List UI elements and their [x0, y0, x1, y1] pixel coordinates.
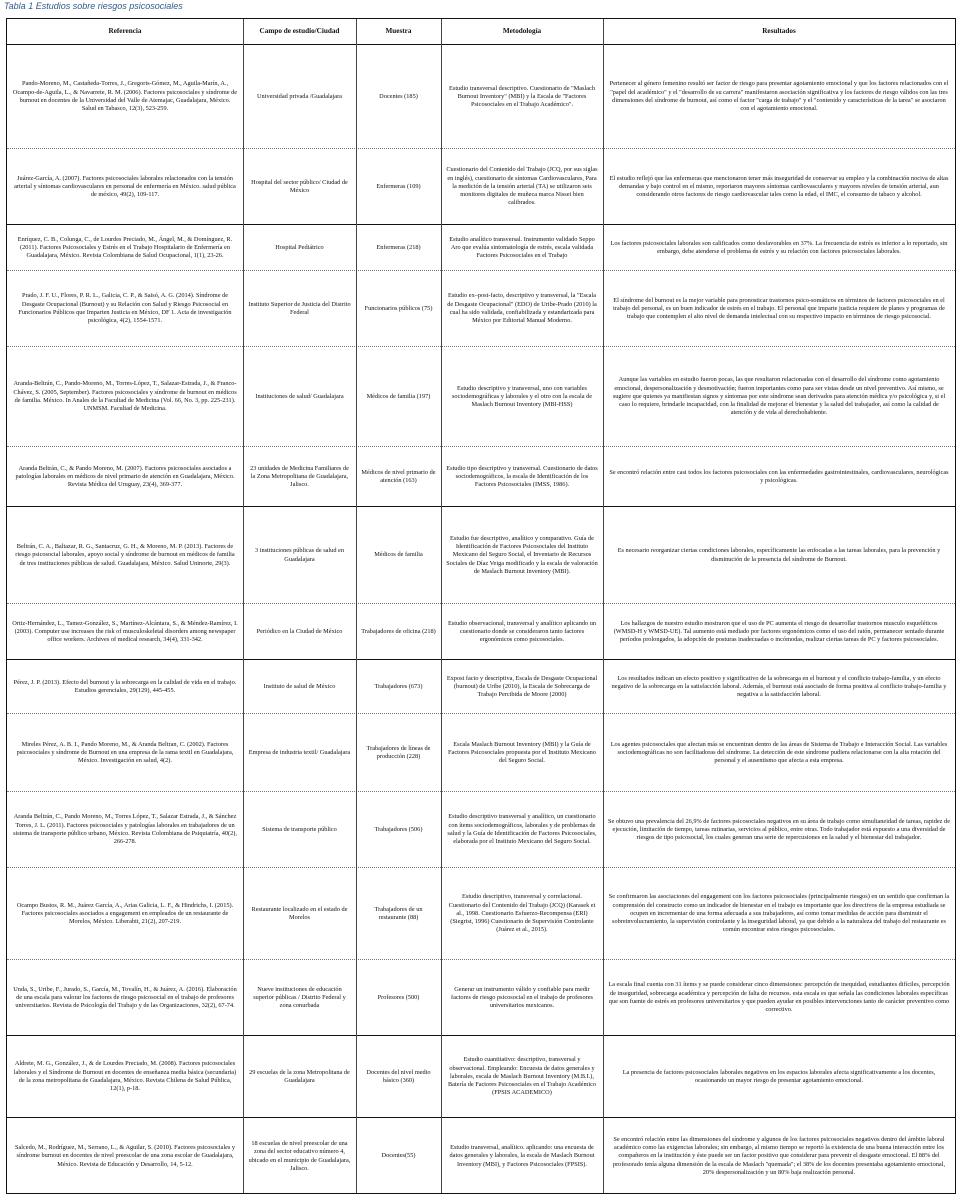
studies-table	[6, 18, 956, 1194]
cell-muestra: Funcionarios públicos (75)	[364, 304, 433, 312]
cell-resultados: La escala final cuenta con 31 ítems y se puede considerar cinco dimensiones: percepción de inequidad, estudiantes difíciles, percepción de inseguridad, sobrecarga académica y percepción de falta de recursos. esta escala es que señala las condiciones laborales específicas que son fuente de estrés en profesores universitarios y que pueden ayudar en posibles intervenciones tanto de carácter preventivo como correctivo.	[608, 981, 950, 1014]
cell-resultados: Aunque las variables en estudio fueron pocas, las que resultaron relacionadas con el desarrollo del síndrome como agotamiento emocional, despersonalización y desmotivación; fueron importantes como para ser vistas desde un nivel preventivo. Así mismo, se sugiere que quienes ya manifiestan signos y síntomas por este síndrome sean derivados para atención médica y/o psicológica y, si el caso lo requiere, brindarle incapacidad, con la finalidad de mejorar el bienestar y la salud del trabajador, así como la calidad de atención y de vida al derechohabiente.	[612, 376, 946, 417]
cell-referencia: Pando-Moreno, M., Castañeda-Torres, J., Gregoris-Gómez, M., Aguila-Marín, A., Ocampo-de-Aguila, L., & Navarrete, R. M. (2006). Factores psicosociales y síndrome de burnout en docentes de la Universidad del Valle de Atemajac, Guadalajara, México. Salud en Tabasco, 12(3), 523-259.	[12, 80, 238, 113]
cell-metodologia: Estudio transversal descriptivo. Cuestionario de "Maslach Burnout Inventory" (MBI) y la Escala de "Factores Psicosociales en el Trabajo Académico".	[449, 84, 595, 109]
cell-campo: Periódico en la Ciudad de México	[256, 627, 343, 635]
cell-referencia: Juárez-García, A. (2007). Factores psicosociales laborales relacionados con la tensión arterial y síntomas cardiovasculares en personal de enfermería en México. salud pública de méxico, 49(2), 109-117.	[14, 174, 236, 199]
cell-muestra: Médicos de familia (197)	[366, 392, 431, 400]
cell-referencia: Ocampo Bustos, R. M., Juárez García, A., Arias Galicia, L. F., & Hindrichs, I. (2015). Factores psicosociales asociados a engagement en empleados de un restaurante de Morelos, México. Liberabit, 21(2), 207-219.	[16, 901, 234, 926]
cell-muestra: Trabajadores de líneas de producción (228)	[366, 744, 431, 760]
cell-referencia: Unda, S., Uribe, F., Jurado, S., García, M., Tovalín, H., & Juárez, A. (2016). Elaboración de una escala para valorar los factores de riesgo psicosocial en el trabajo de profesores universitarios. Revista de Psicología del Trabajo y de las Organizaciones, 32(2), 67-74.	[13, 985, 237, 1010]
cell-muestra: Médicos de familia	[374, 551, 423, 559]
cell-referencia: Enríquez, C. B., Colunga, C., de Lourdes Preciado, M., Ángel, M., & Domínguez, R. (2011). Factores Psicosociales y Estrés en el Trabajo Hospitalario de Enfermería en Guadalajara, México. Revista Colombiana de Salud Ocupacional, 1(1), 23-26.	[17, 235, 233, 260]
header-referencia: Referencia	[108, 26, 142, 35]
cell-metodologia: Estudio transversal, analítico. aplicando: una encuesta de datos generales y laborales, la escala de Maslach Burnout Inventory (MBI), y Factores Psicosociales (FPSIS).	[449, 1144, 595, 1168]
table-row	[7, 959, 955, 1036]
table-caption: Tabla 1 Estudios sobre riesgos psicosociales	[4, 1, 183, 11]
cell-metodologia: Cuestionario del Contenido del Trabajo (JCQ, por sus siglas en inglés), cuestionario de síntomas Cardiovasculares, Para la medición de la tensión arterial (TA) se utilizaron seis monitores digitales de muñeca marca Nissei bien calibrados.	[446, 166, 598, 207]
cell-metodologia: Estudio descriptivo transversal y analítico, un cuestionario con ítems sociodemográficos, laborales y de problemas de salud y la Guía de Identificación de Factores Psicosociales, elaborada por el Instituto Mexicano del Seguro Social.	[447, 813, 597, 846]
cell-metodologia: Estudio fue descriptivo, analítico y comparativo. Guía de Identificación de Factores Psicosociales del Instituto Mexicano del Seguro Social, el Inventario de Recursos Sociales de Díaz Veiga modificado y la escala de valoración de Maslach Burnout Inventory (MBI).	[446, 534, 598, 575]
cell-muestra: Trabajadores (673)	[374, 682, 423, 690]
column-divider	[441, 19, 442, 1193]
cell-muestra: Médicos de nivel primario de atención (163)	[361, 468, 436, 484]
cell-metodologia: Escala Maslach Burnout Inventory (MBI) y la Guía de Factores Psicosociales propuesta por el Instituto Mexicano del Seguro Social.	[448, 740, 596, 765]
cell-resultados: Es necesario reorganizar ciertas condiciones laborales, específicamente las enfocadas a las tareas laborales, para la prevención y disminución de la presencia del síndrome de Burnout.	[617, 547, 941, 563]
table-row	[7, 224, 955, 271]
cell-campo: Sistema de transporte público	[262, 825, 337, 833]
cell-muestra: Profesores (500)	[377, 993, 420, 1001]
cell-campo: Instituciones de salud/ Guadalajara	[255, 392, 344, 400]
cell-metodologia: Estudio descriptivo y transversal, uno con variables sociodemográficas y laborales y el otro con la escala de Maslach Burnout Inventory (MBI-HSS)	[451, 384, 593, 409]
table-header	[7, 19, 955, 45]
cell-muestra: Enfermeras (218)	[376, 243, 421, 251]
cell-muestra: Docentes(55)	[381, 1152, 416, 1160]
cell-referencia: Pérez, J. P. (2013). Efecto del burnout y la sobrecarga en la calidad de vida en el trabajo. Estudios gerenciales, 29(129), 445-455.	[13, 678, 237, 694]
cell-resultados: Se encontró relación entre casi todos los factores psicosociales con las enfermedades gastrointestinales, cardiovasculares, neurológicas y psicológicas.	[609, 468, 949, 484]
cell-resultados: Se encontró relación entre las dimensiones del síndrome y algunos de los factores psicosociales negativos dentro del ámbito laboral académico como las exigencias laborales; sin embargo, al mismo tiempo se reportó la existencia de una buena interacción entre los compañeros en la institución y éste puede ser un factor positivo que considerar para prevenir el desgaste emocional. El 88% del profesorado tenía alguna dimensión de la escala de Maslach "quemada"; el 38% de los docentes presentaba agotamiento emocional, 20% despersonalización y un 80% baja realización personal.	[612, 1135, 946, 1176]
table-row	[7, 603, 955, 660]
cell-campo: Hospital del sector público/ Ciudad de México	[251, 178, 348, 194]
cell-resultados: Los agentes psicosociales que afectan más se encuentran dentro de las áreas de Sistema de Trabajo e Interacción Social. Las variables sociodemográficas no son facilitadoras del síndrome. La detección de este síndrome pudiera relacionarse con la alta rotación del personal y el ausentismo que afecta a esta empresa.	[610, 740, 948, 765]
header-metodologia: Metodología	[502, 26, 542, 35]
table-row	[7, 506, 955, 604]
cell-referencia: Salcedo, M., Rodríguez, M., Serrano, L., & Aguilar, S. (2010). Factores psicosociales y síndrome burnout en docentes de nivel preescolar de una zona escolar de Guadalajara, México. Revista de Educación y Desarrollo, 14, 5-12.	[14, 1144, 236, 1168]
cell-campo: Hospital Pediátrico	[275, 243, 324, 251]
column-divider	[356, 19, 357, 1193]
cell-resultados: Los factores psicosociales laborales son calificados como desfavorables en 37%. La frecuencia de estrés es inferior a lo reportado, sin embargo, debe atenderse el problema de estrés y su relación con factores psicosociales laborales.	[610, 239, 948, 255]
cell-resultados: Pertenecer al género femenino resultó ser factor de riesgo para presentar agotamiento emocional y que los factores relacionados con el "papel del académico" y el "desarrollo de su carrera" manifestaron asociación significativa y los factores de riesgo válidos con las tres dimensiones del síndrome de burnout, así como el factor "carga de trabajo" y el "contenido y características de la tarea" se asociaron con el agotamiento emocional.	[609, 80, 949, 113]
cell-campo: 3 instituciones públicas de salud en Guadalajara	[254, 547, 344, 563]
table-row	[7, 1117, 955, 1195]
cell-metodologia: Generar un instrumento válido y confiable para medir factores de riesgo psicosocial en el trabajo de profesores universitarios mexicanos.	[451, 985, 593, 1010]
cell-resultados: Se confirmaron las asociaciones del engagement con los factores psicosociales (principalmente riesgos) en un sentido que confirman la comprensión del constructo como un indicador de bienestar en el trabajo es importante que los directivos de la empresa estudiada se ocupen en incrementar de una forma adecuada a sus trabajadores, así como tomar medidas de acción para disminuir el sobreinvolucramiento, la supervisión controlante y la inseguridad laboral, ya que debido a la naturaleza del trabajo del restaurante es común encontrar estos riesgos psicosociales.	[608, 893, 950, 934]
cell-referencia: Mireles Pérez, A. B. I., Pando Moreno, M., & Aranda Beltran, C. (2002). Factores psicosociales y síndrome de Burnout en una empresa de la rama textil en Guadalajara, México. Investigación en salud, 4(2).	[16, 740, 234, 765]
cell-referencia: Aranda Beltrán, C., Pando Moreno, M., Torres López, T., Salazar Estrada, J., & Sánchez Torres, J. L. (2011). Factores psicosociales y patologías laborales en trabajadores de un sistema de transporte público urbano, México. Revista Colombiana de Psiquiatría, 40(2), 266-278.	[13, 813, 237, 846]
table-row	[7, 1035, 955, 1118]
cell-campo: Instituto Superior de Justicia del Distrito Federal	[248, 300, 351, 316]
cell-referencia: Prado, J. F. U., Flores, P. R. L., Galicia, C. P., & Saisó, A. G. (2014). Síndrome de Desgaste Ocupacional (Burnout) y su Relación con Salud y Riesgo Psicosocial en Funcionarios Públicos que Imparten Justicia en México, DF 1. Acta de investigación psicológica, 4(2), 1554-1571.	[18, 292, 232, 325]
cell-resultados: Se obtuvo una prevalencia del 26,9% de factores psicosociales negativos en su área de trabajo como simultaneidad de tareas, rapidez de ejecución, limitación de tiempo, tareas rutinarias, servicios al público, entre otras. Todo trabajador está expuesto a una diversidad de riesgos de tipo psicosocial, los cuales generan una serie de repercusiones en la salud y el bienestar del trabajador.	[608, 817, 950, 842]
table-row	[7, 713, 955, 792]
table-row	[7, 270, 955, 347]
cell-resultados: La presencia de factores psicosociales laborales negativos en los espacios laborales afecta significativamente a los docentes, ocasionando un mayor riesgo de presentar agotamiento emocional.	[622, 1068, 936, 1084]
cell-metodologia: Expost facto y descriptiva, Escala de Desgaste Ocupacional (burnout) de Uribe (2010), la Escala de Sobrecarga de Trabajo Percibida de Moore (2000)	[446, 674, 598, 699]
table-row	[7, 44, 955, 149]
cell-muestra: Trabajadores (506)	[374, 825, 423, 833]
cell-metodologia: Estudio ex–post-facto, descriptivo y transversal, la "Escala de Desgaste Ocupacional" (EDO) de Uribe-Prado (2010) la cual ha sido validada, confiabilizada y estandarizada para México por Editorial Manual Moderno.	[447, 292, 597, 325]
column-divider	[603, 19, 604, 1193]
header-resultados: Resultados	[762, 26, 796, 35]
cell-muestra: Docentes (185)	[379, 92, 418, 100]
cell-referencia: Aranda-Beltrán, C., Pando-Moreno, M., Torres-López, T., Salazar-Estrada, J., & Franco-Chávez, S. (2005, September). Factores psicosociales y síndrome de burnout en médicos de familia. México. In Anales de la Facultad de Medicina (Vol. 66, No. 3, pp. 225-231). UNMSM. Facultad de Medicina.	[13, 380, 237, 413]
table-row	[7, 148, 955, 225]
cell-muestra: Trabajadores de un restaurante (88)	[374, 905, 423, 921]
table-row	[7, 867, 955, 960]
cell-campo: Universidad privada /Guadalajara	[257, 92, 342, 100]
cell-campo: Nueve instituciones de educación superior públicas / Distrito Federal y zona conurbada	[253, 985, 346, 1010]
table-row	[7, 446, 955, 507]
cell-referencia: Beltrán, C. A., Baltazar, R. G., Santacruz, G. H., & Moreno, M. P. (2013). Factores de riesgo psicosocial laborales, apoyo social y síndrome de burnout en médicos de familia de tres instituciones públicas de salud. Guadalajara, México. Salud Uninorte, 29(3).	[15, 543, 235, 567]
cell-resultados: Los hallazgos de nuestro estudio mostraron que el uso de PC aumenta el riesgo de desarrollar trastornos musculo esqueléticos (WMSD-H y WMSD-UE). Tal aumento está mediado por factores ergonómicos como el uso del ratón, permanecer sentado durante períodos prolongados, la adopción de posturas inadecuadas o incómodas, realizar ciertas tareas de PC y factores psicosociales.	[613, 619, 945, 644]
cell-campo: 18 escuelas de nivel preescolar de una zona del sector educativo número 4, ubicado en el municipio de Guadalajara, Jalisco.	[248, 1139, 351, 1172]
cell-metodologia: Estudio analítico transversal. Instrumento validado Seppo Aro que evalúa sintomatología de estrés, escala validada Factores Psicosociales en el Trabajo	[449, 235, 595, 260]
cell-referencia: Aranda Beltrán, C., & Pando Moreno, M. (2007). Factores psicosociales asociados a patologías laborales en médicos de nivel primario de atención en Guadalajara, México. Revista Médica del Uruguay, 23(4), 369-377.	[15, 464, 235, 489]
cell-muestra: Enfermeras (109)	[376, 182, 421, 190]
cell-resultados: Los resultados indican un efecto positivo y significativo de la sobrecarga en el burnout y el conflicto trabajo-familia, y un efecto negativo de la sobrecarga en la satisfacción laboral. Además, el burnout está asociado de forma positiva al conflicto trabajo-familia y negativa a la satisfacción laboral.	[611, 674, 947, 699]
cell-referencia: Ortiz-Hernández, L., Tamez-González, S., Martínez-Alcántara, S., & Méndez-Ramírez, I. (2003). Computer use increases the risk of musculoskeletal disorders among newspaper office workers. Archives of medical research, 34(4), 331-342.	[12, 619, 238, 644]
cell-muestra: Docentes del nivel medio básico (360)	[366, 1068, 431, 1084]
cell-campo: 29 escuelas de la zona Metropolitana de Guadalajara	[249, 1068, 350, 1084]
table-row	[7, 791, 955, 868]
cell-campo: Instituto de salud de México	[263, 682, 336, 690]
header-muestra: Muestra	[385, 26, 412, 35]
cell-metodologia: Estudio tipo descriptivo y transversal. Cuestionario de datos sociodemográficos, la escala de Identificación de los Factores Psicosociales (IMSS, 1986).	[446, 464, 598, 489]
cell-campo: Restaurante localizado en el estado de Morelos	[251, 905, 348, 921]
cell-campo: Empresa de industria textil/ Guadalajara	[248, 748, 351, 756]
column-divider	[243, 19, 244, 1193]
cell-referencia: Aldrete, M. G., González, J., & de Lourdes Preciado, M. (2008). Factores psicosociales laborales y el Síndrome de Burnout en docentes de enseñanza media básica (secundaria) de la zona metropolitana de Guadalajara, México. Revista Chilena de Salud Pública, 12(1), p-18.	[13, 1060, 237, 1093]
cell-metodologia: Estudio descriptivo, transversal y correlacional. Cuestionario del Contenido del Trabajo (JCQ) (Karasek et al., 1998. Cuestionario Esfuerzo-Recompensa (ERI) (Siegrist, 1996) Cuestionario de Supervisión Controlante (Juárez et al., 2015).	[448, 893, 596, 934]
cell-campo: 23 unidades de Medicina Familiares de la Zona Metropolitana de Guadalajara, Jalisco.	[250, 464, 349, 489]
cell-metodologia: Estudio observacional, transversal y analítico aplicando un cuestionario donde se consideraron tanto factores ergonómicos como psicosociales.	[447, 619, 597, 644]
table-row	[7, 346, 955, 447]
table-row	[7, 659, 955, 714]
cell-resultados: El estudio reflejó que las enfermeras que mencionaron tener más inseguridad de conservar su empleo y la combinación nociva de altas demandas y bajo control en el mismo, reportaron mayores síntomas cardiovasculares y mayores niveles de tensión arterial, aun considerando otros factores de riesgo cardiovascular tales como la edad, el IMC, el consumo de tabaco y alcohol.	[609, 174, 949, 199]
cell-muestra: Trabajadores de oficina (218)	[361, 627, 436, 635]
cell-resultados: El síndrome del burnout es la mejor variable para pronosticar trastornos psico-somáticos en términos de factores psicosociales en el trabajo del personal, es un buen indicador de estrés en el trabajo. El personal que imparte justicia requiere de planes y programas de trabajo que contemplen el alto nivel de demanda intelectual con su respectivo impacto en términos de riesgo psicosocial.	[613, 296, 945, 321]
header-campo: Campo de estudio/Ciudad	[259, 26, 340, 35]
cell-metodologia: Estudio cuantitativo: descriptivo, transversal y observacional. Empleando: Encuesta de datos generales y laborales, escala de Maslach Burnout Inventory (M.B.I.), Batería de Factores Psicosociales en el Trabajo Académico (FPSIS ACADEMICO)	[447, 1056, 597, 1097]
